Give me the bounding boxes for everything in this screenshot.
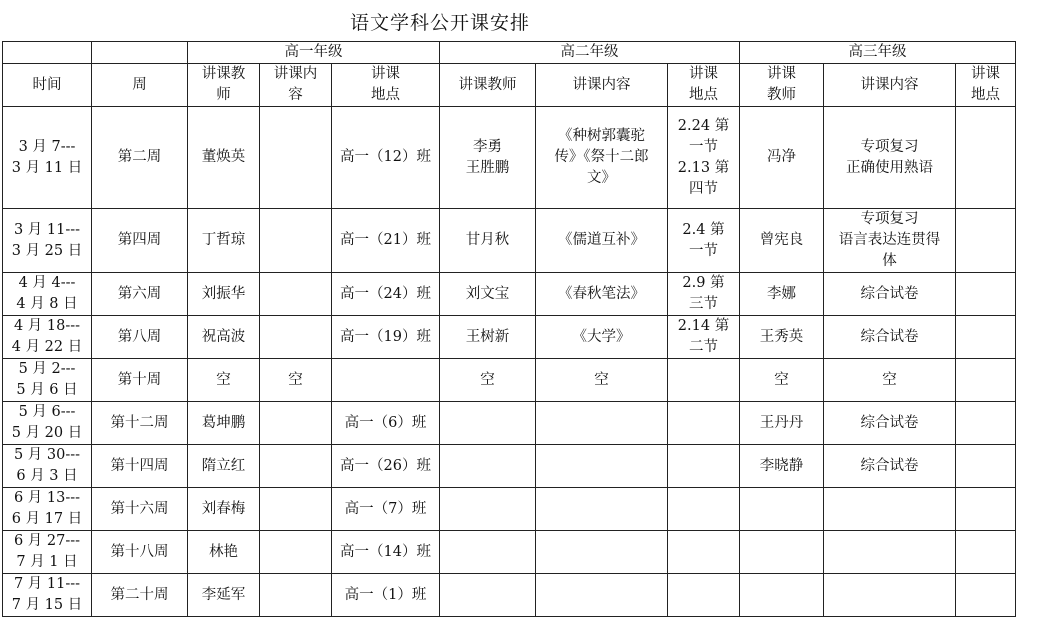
cell-g2-content bbox=[536, 531, 668, 574]
cell-g3-place bbox=[956, 531, 1016, 574]
cell-g1-content: 空 bbox=[260, 359, 332, 402]
corner-cell-time bbox=[3, 42, 92, 64]
cell-week: 第四周 bbox=[92, 209, 188, 273]
header-g3-place: 讲课 地点 bbox=[956, 64, 1016, 107]
cell-week: 第十四周 bbox=[92, 445, 188, 488]
table-row bbox=[3, 488, 1016, 531]
cell-g3-place bbox=[956, 402, 1016, 445]
cell-g1-teacher: 祝高波 bbox=[188, 316, 260, 359]
cell-g2-content: 《春秋笔法》 bbox=[536, 273, 668, 316]
cell-g2-content bbox=[536, 488, 668, 531]
cell-g3-teacher: 王丹丹 bbox=[740, 402, 824, 445]
cell-g3-teacher bbox=[740, 574, 824, 617]
cell-g2-teacher: 王树新 bbox=[440, 316, 536, 359]
cell-time: 4 月 4--- 4 月 8 日 bbox=[3, 273, 92, 316]
cell-g1-content bbox=[260, 531, 332, 574]
cell-g2-teacher bbox=[440, 488, 536, 531]
cell-g3-content: 综合试卷 bbox=[824, 445, 956, 488]
cell-time: 6 月 27--- 7 月 1 日 bbox=[3, 531, 92, 574]
header-week: 周 bbox=[92, 64, 188, 107]
cell-g2-place: 2.9 第 三节 bbox=[668, 273, 740, 316]
cell-g3-content: 专项复习 语言表达连贯得 体 bbox=[824, 209, 956, 273]
cell-g3-content: 综合试卷 bbox=[824, 402, 956, 445]
cell-g2-place bbox=[668, 445, 740, 488]
cell-g1-teacher: 空 bbox=[188, 359, 260, 402]
table-row bbox=[3, 531, 1016, 574]
cell-g3-content: 综合试卷 bbox=[824, 316, 956, 359]
cell-g1-teacher: 刘振华 bbox=[188, 273, 260, 316]
cell-g1-teacher: 葛坤鹏 bbox=[188, 402, 260, 445]
cell-g2-teacher bbox=[440, 574, 536, 617]
cell-time: 3 月 11--- 3 月 25 日 bbox=[3, 209, 92, 273]
header-g3-teacher: 讲课 教师 bbox=[740, 64, 824, 107]
cell-g1-content bbox=[260, 316, 332, 359]
cell-time: 5 月 2--- 5 月 6 日 bbox=[3, 359, 92, 402]
cell-g2-place bbox=[668, 402, 740, 445]
cell-week: 第十八周 bbox=[92, 531, 188, 574]
header-g2-teacher: 讲课教师 bbox=[440, 64, 536, 107]
cell-g3-teacher: 李娜 bbox=[740, 273, 824, 316]
cell-time: 3 月 7--- 3 月 11 日 bbox=[3, 107, 92, 209]
header-g1-place: 讲课 地点 bbox=[332, 64, 440, 107]
cell-g3-content: 空 bbox=[824, 359, 956, 402]
cell-g1-place: 高一（21）班 bbox=[332, 209, 440, 273]
cell-g2-place bbox=[668, 488, 740, 531]
cell-g1-place: 高一（24）班 bbox=[332, 273, 440, 316]
table-row bbox=[3, 359, 1016, 402]
cell-g3-teacher: 空 bbox=[740, 359, 824, 402]
cell-g1-place: 高一（1）班 bbox=[332, 574, 440, 617]
cell-g2-place bbox=[668, 359, 740, 402]
cell-g1-content bbox=[260, 273, 332, 316]
cell-week: 第二周 bbox=[92, 107, 188, 209]
header-g2-place: 讲课 地点 bbox=[668, 64, 740, 107]
cell-g1-place: 高一（7）班 bbox=[332, 488, 440, 531]
cell-g1-content bbox=[260, 445, 332, 488]
cell-g2-teacher: 空 bbox=[440, 359, 536, 402]
cell-g2-place: 2.4 第 一节 bbox=[668, 209, 740, 273]
header-g1-content: 讲课内 容 bbox=[260, 64, 332, 107]
table-row bbox=[3, 209, 1016, 273]
cell-g1-content bbox=[260, 107, 332, 209]
table-row bbox=[3, 107, 1016, 209]
cell-week: 第六周 bbox=[92, 273, 188, 316]
table-row bbox=[3, 316, 1016, 359]
header-g2-content: 讲课内容 bbox=[536, 64, 668, 107]
cell-g1-place: 高一（26）班 bbox=[332, 445, 440, 488]
cell-g3-teacher: 冯净 bbox=[740, 107, 824, 209]
header-g3-content: 讲课内容 bbox=[824, 64, 956, 107]
table-row bbox=[3, 445, 1016, 488]
cell-g2-content bbox=[536, 445, 668, 488]
cell-g2-teacher: 甘月秋 bbox=[440, 209, 536, 273]
group-header-grade1: 高一年级 bbox=[188, 42, 440, 64]
cell-g1-content bbox=[260, 209, 332, 273]
cell-g2-teacher bbox=[440, 445, 536, 488]
cell-g1-content bbox=[260, 402, 332, 445]
cell-g3-place bbox=[956, 574, 1016, 617]
cell-week: 第十二周 bbox=[92, 402, 188, 445]
cell-g1-place: 高一（19）班 bbox=[332, 316, 440, 359]
cell-g2-place: 2.14 第 二节 bbox=[668, 316, 740, 359]
cell-g3-place bbox=[956, 107, 1016, 209]
header-time: 时间 bbox=[3, 64, 92, 107]
cell-g3-place bbox=[956, 359, 1016, 402]
cell-g3-teacher: 王秀英 bbox=[740, 316, 824, 359]
page-title: 语文学科公开课安排 bbox=[350, 12, 531, 34]
cell-g2-teacher: 李勇 王胜鹏 bbox=[440, 107, 536, 209]
column-header-row bbox=[3, 64, 1016, 107]
cell-g2-place bbox=[668, 574, 740, 617]
cell-g3-teacher bbox=[740, 531, 824, 574]
cell-g2-place: 2.24 第 一节 2.13 第 四节 bbox=[668, 107, 740, 209]
cell-g2-teacher bbox=[440, 531, 536, 574]
cell-g3-teacher bbox=[740, 488, 824, 531]
table-row bbox=[3, 273, 1016, 316]
cell-g2-content bbox=[536, 402, 668, 445]
cell-g3-teacher: 曾宪良 bbox=[740, 209, 824, 273]
cell-time: 5 月 6--- 5 月 20 日 bbox=[3, 402, 92, 445]
cell-g1-teacher: 董焕英 bbox=[188, 107, 260, 209]
cell-time: 5 月 30--- 6 月 3 日 bbox=[3, 445, 92, 488]
cell-g2-content: 空 bbox=[536, 359, 668, 402]
table-row bbox=[3, 574, 1016, 617]
cell-time: 4 月 18--- 4 月 22 日 bbox=[3, 316, 92, 359]
group-header-row bbox=[3, 42, 1016, 64]
cell-g3-content bbox=[824, 488, 956, 531]
cell-week: 第十周 bbox=[92, 359, 188, 402]
cell-g1-teacher: 刘春梅 bbox=[188, 488, 260, 531]
cell-g1-place: 高一（14）班 bbox=[332, 531, 440, 574]
cell-g1-teacher: 林艳 bbox=[188, 531, 260, 574]
cell-g1-content bbox=[260, 488, 332, 531]
cell-week: 第八周 bbox=[92, 316, 188, 359]
cell-g1-teacher: 丁哲琼 bbox=[188, 209, 260, 273]
cell-g3-content bbox=[824, 531, 956, 574]
cell-g3-place bbox=[956, 209, 1016, 273]
cell-g3-teacher: 李晓静 bbox=[740, 445, 824, 488]
cell-g2-place bbox=[668, 531, 740, 574]
cell-g1-content bbox=[260, 574, 332, 617]
cell-g3-content: 综合试卷 bbox=[824, 273, 956, 316]
cell-time: 7 月 11--- 7 月 15 日 bbox=[3, 574, 92, 617]
cell-g1-teacher: 李延军 bbox=[188, 574, 260, 617]
cell-g3-place bbox=[956, 445, 1016, 488]
cell-g1-place: 高一（12）班 bbox=[332, 107, 440, 209]
group-header-grade2: 高二年级 bbox=[440, 42, 740, 64]
cell-g2-content: 《大学》 bbox=[536, 316, 668, 359]
group-header-grade3: 高三年级 bbox=[740, 42, 1016, 64]
cell-g3-content bbox=[824, 574, 956, 617]
cell-g1-place bbox=[332, 359, 440, 402]
cell-g1-teacher: 隋立红 bbox=[188, 445, 260, 488]
cell-week: 第二十周 bbox=[92, 574, 188, 617]
cell-time: 6 月 13--- 6 月 17 日 bbox=[3, 488, 92, 531]
cell-g3-place bbox=[956, 316, 1016, 359]
cell-g2-teacher bbox=[440, 402, 536, 445]
table-row bbox=[3, 402, 1016, 445]
cell-g2-teacher: 刘文宝 bbox=[440, 273, 536, 316]
corner-cell-week bbox=[92, 42, 188, 64]
cell-g3-place bbox=[956, 273, 1016, 316]
cell-g3-place bbox=[956, 488, 1016, 531]
cell-g2-content bbox=[536, 574, 668, 617]
schedule-table bbox=[2, 41, 1016, 617]
header-g1-teacher: 讲课教 师 bbox=[188, 64, 260, 107]
cell-g3-content: 专项复习 正确使用熟语 bbox=[824, 107, 956, 209]
cell-week: 第十六周 bbox=[92, 488, 188, 531]
cell-g2-content: 《儒道互补》 bbox=[536, 209, 668, 273]
cell-g1-place: 高一（6）班 bbox=[332, 402, 440, 445]
cell-g2-content: 《种树郭囊驼 传》《祭十二郎 文》 bbox=[536, 107, 668, 209]
